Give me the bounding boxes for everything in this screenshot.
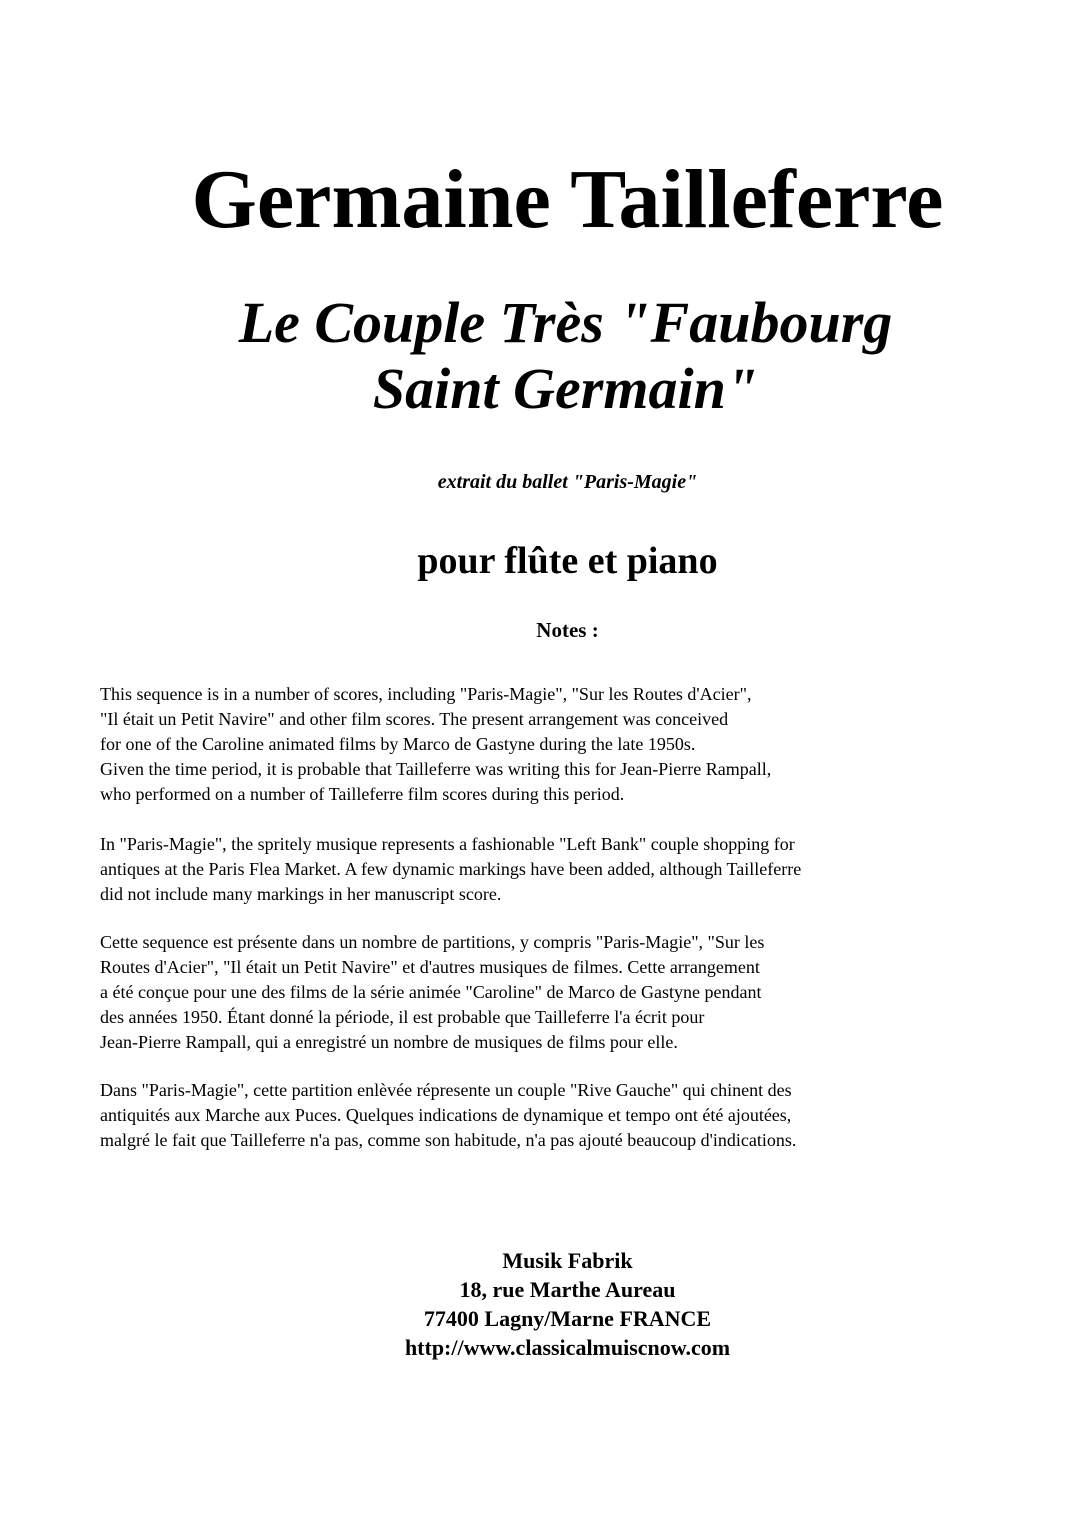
notes-paragraph-english-1 [100, 682, 1000, 807]
work-title [0, 290, 1071, 422]
paragraph-line: who performed on a number of Tailleferre film scores during this period. [100, 784, 625, 804]
paragraph-line: did not include many markings in her manuscript score. [100, 884, 502, 904]
publisher-url: http://www.classicalmuiscnow.com [404, 1335, 731, 1360]
paragraph-line: In "Paris-Magie", the spritely musique represents a fashionable "Left Bank" couple shopping for [100, 834, 795, 854]
notes-paragraph-english-2 [100, 832, 1000, 907]
paragraph-line: a été conçue pour une des films de la série animée "Caroline" de Marco de Gastyne pendant [100, 982, 762, 1002]
paragraph-line: This sequence is in a number of scores, including "Paris-Magie", "Sur les Routes d'Acier", [100, 684, 752, 704]
instrumentation: pour flûte et piano [417, 540, 718, 582]
paragraph-line: des années 1950. Étant donné la période, il est probable que Tailleferre l'a écrit pour [100, 1007, 705, 1027]
paragraph-line: Jean-Pierre Rampall, qui a enregistré un nombre de musiques de films pour elle. [100, 1032, 678, 1052]
paragraph-line: Cette sequence est présente dans un nombre de partitions, y compris "Paris-Magie", "Sur les [100, 932, 765, 952]
paragraph-line: Dans "Paris-Magie", cette partition enlèvée répresente un couple "Rive Gauche" qui chinent des [100, 1080, 792, 1100]
paragraph-line: antiquités aux Marche aux Puces. Quelques indications de dynamique et tempo ont été ajoutées, [100, 1105, 792, 1125]
publisher-name: Musik Fabrik [502, 1248, 633, 1273]
notes-paragraph-french-1 [100, 930, 1000, 1055]
work-title-line: Le Couple Très "Faubourg [238, 290, 893, 355]
paragraph-line: Routes d'Acier", "Il était un Petit Navire" et d'autres musiques de filmes. Cette arrangement [100, 957, 760, 977]
work-subtitle: extrait du ballet "Paris-Magie" [437, 471, 698, 493]
notes-paragraph-french-2 [100, 1078, 1000, 1153]
publisher-block [0, 1246, 1071, 1362]
paragraph-line: Given the time period, it is probable that Tailleferre was writing this for Jean-Pierre Rampall, [100, 759, 772, 779]
paragraph-line: malgré le fait que Tailleferre n'a pas, comme son habitude, n'a pas ajouté beaucoup d'indications. [100, 1130, 797, 1150]
publisher-street: 18, rue Marthe Aureau [459, 1277, 676, 1302]
paragraph-line: for one of the Caroline animated films by Marco de Gastyne during the late 1950s. [100, 734, 696, 754]
paragraph-line: antiques at the Paris Flea Market. A few dynamic markings have been added, although Tailleferre [100, 859, 802, 879]
publisher-city: 77400 Lagny/Marne FRANCE [423, 1306, 712, 1331]
notes-heading: Notes : [536, 618, 599, 642]
composer-name: Germaine Tailleferre [191, 153, 944, 246]
work-title-line: Saint Germain" [372, 356, 759, 421]
paragraph-line: "Il était un Petit Navire" and other film scores. The present arrangement was conceived [100, 709, 729, 729]
